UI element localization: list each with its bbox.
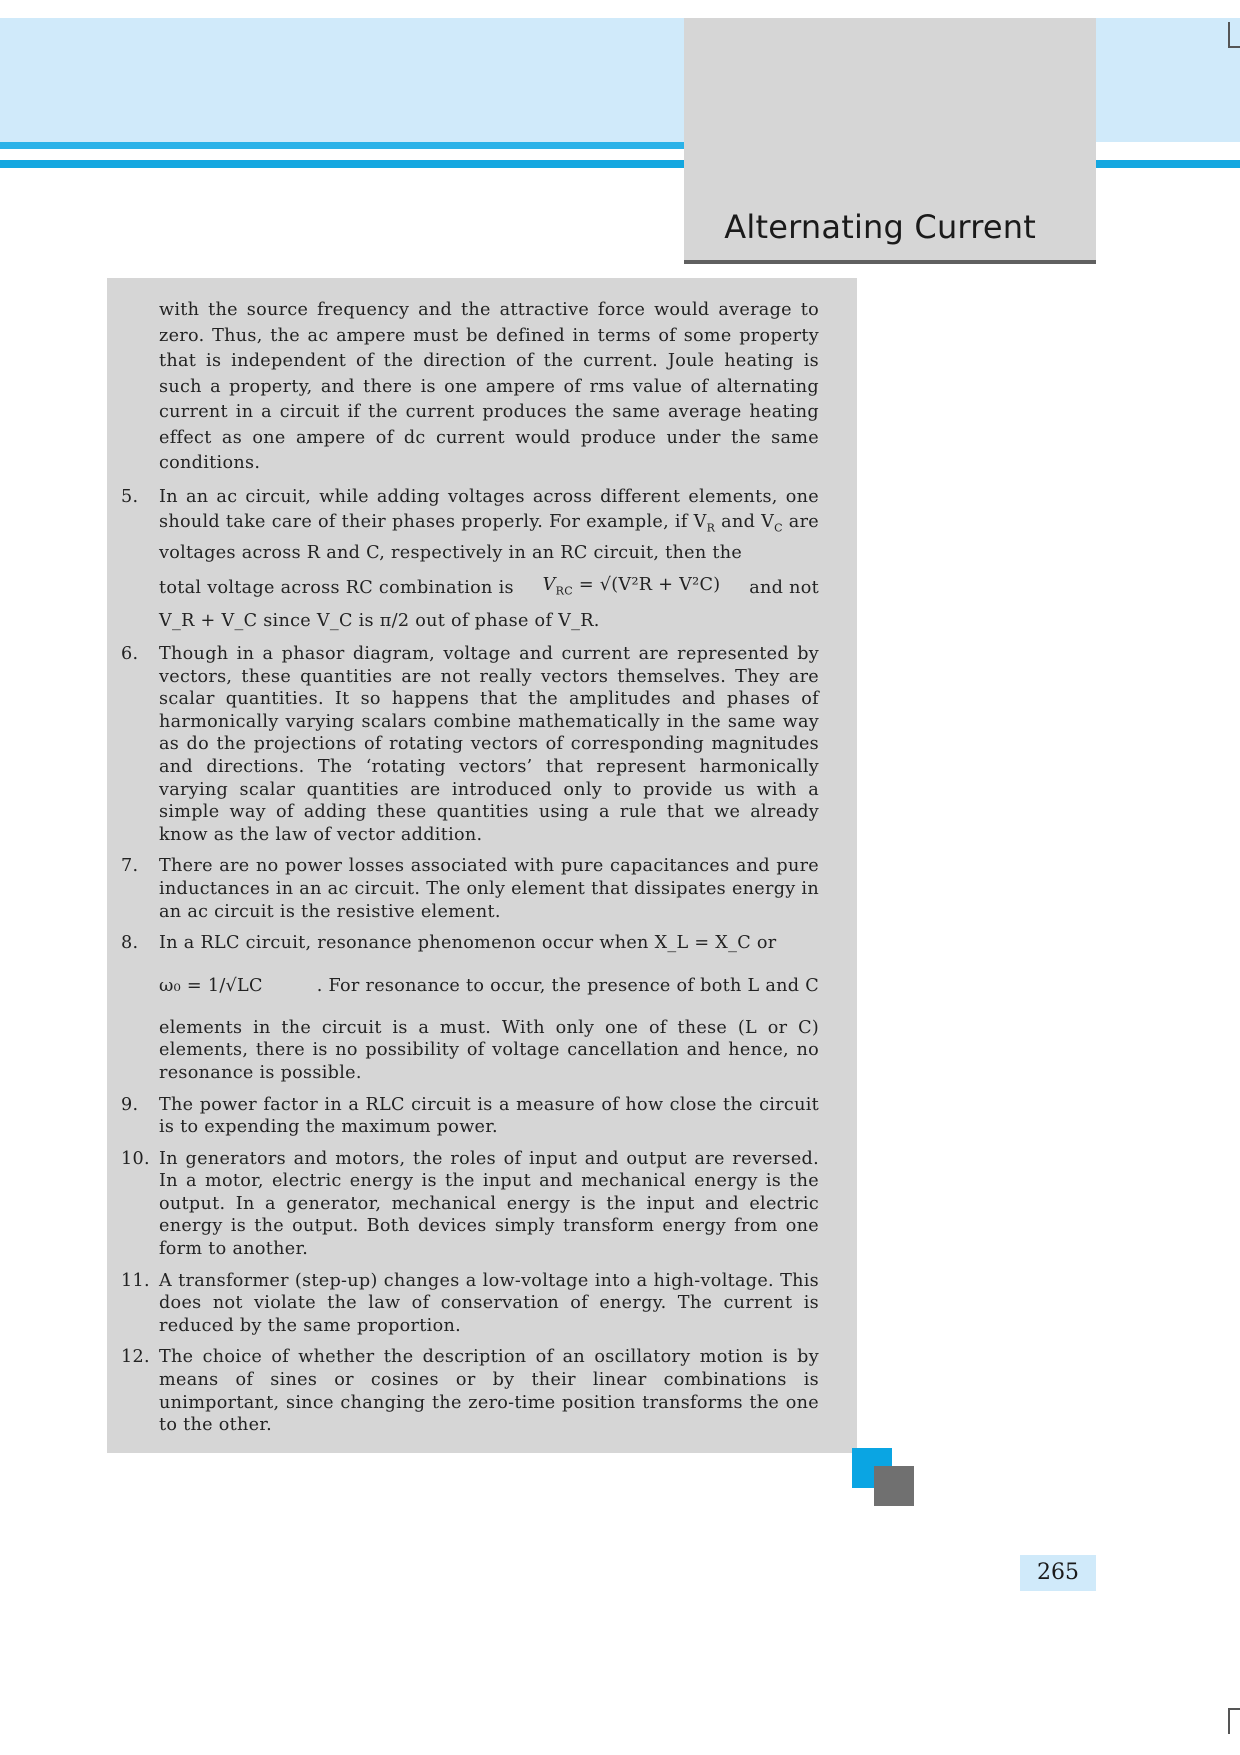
- item-5-text: In an ac circuit, while adding voltages across different elements, one should take care of their phases properly. For example, if $V_R$ and $V_C$ are voltages across R and C, respectively in an RC circuit, then the: [159, 486, 819, 564]
- item-number: 12.: [121, 1347, 150, 1368]
- item-11-text: A transformer (step-up) changes a low-voltage into a high-voltage. This does not violate the law of conservation of energy. The current is reduced by the same proportion.: [159, 1270, 819, 1336]
- item-number: 11.: [121, 1270, 150, 1291]
- list-item-7: [121, 855, 819, 923]
- decorative-gray-square: [874, 1466, 914, 1506]
- item-number: 9.: [121, 1094, 139, 1115]
- item-8-equation-line: [159, 961, 819, 1013]
- equation-trail-text: . For resonance to occur, the presence of both L and C: [316, 976, 819, 997]
- continuation-paragraph: with the source frequency and the attractive force would average to zero. Thus, the ac ampere must be defined in terms of some property that is independent of the direction of the current. Joule heating is such a property, and there is one ampere of rms value of alternating current in a circuit if the current produces the same average heating effect as one ampere of dc current would produce under the same conditions.: [159, 300, 819, 473]
- crop-mark-icon: [1228, 46, 1240, 48]
- list-item-9: [121, 1094, 819, 1139]
- list-item-11: [121, 1270, 819, 1338]
- crop-mark-icon: [1228, 1708, 1240, 1710]
- points-to-ponder-box: [107, 278, 857, 1453]
- item-10-text: In generators and motors, the roles of input and output are reversed. In a motor, electric energy is the input and mechanical energy is the output. In a generator, mechanical energy is the input and electric energy is the output. Both devices simply transform energy from one form to another.: [159, 1148, 819, 1260]
- vrc-equation: $V_{RC} = √(V^2R + V^2C)$: [542, 575, 721, 598]
- item-12-text: The choice of whether the description of an oscillatory motion is by means of sines or cosines or by their linear combinations is unimportant, since changing the zero-time position transforms the one to the other.: [159, 1347, 819, 1436]
- resonance-equation: ω₀ = 1/√LC: [159, 976, 263, 997]
- chapter-tab: [684, 18, 1096, 264]
- item-number: 8.: [121, 933, 139, 954]
- list-item-8: [121, 932, 819, 1084]
- item-number: 5.: [121, 486, 139, 507]
- item-8-text-b: elements in the circuit is a must. With only one of these (L or C) elements, there is no possibility of voltage cancellation and hence, no resonance is possible.: [159, 1017, 819, 1083]
- item-6-text: Though in a phasor diagram, voltage and current are represented by vectors, these quantities are not really vectors themselves. They are scalar quantities. It so happens that the amplitudes and phases of harmonically varying scalars combine mathematically in the same way as do the projections of rotating vectors of corresponding magnitudes and directions. The ‘rotating vectors’ that represent harmonically varying scalar quantities are introduced only to provide us with a simple way of adding these quantities using a rule that we already know as the law of vector addition.: [159, 644, 819, 845]
- item-7-text: There are no power losses associated with pure capacitances and pure inductances in an ac circuit. The only element that dissipates energy in an ac circuit is the resistive element.: [159, 856, 819, 922]
- page-number: 265: [1020, 1555, 1096, 1591]
- equation-trail-text: and not: [749, 577, 819, 598]
- chapter-title: Alternating Current: [724, 208, 1036, 246]
- item-number: 10.: [121, 1148, 150, 1169]
- list-item-5: [121, 485, 819, 635]
- item-8-text-a: In a RLC circuit, resonance phenomenon occur when X_L = X_C or: [159, 933, 777, 954]
- crop-mark-icon: [1228, 22, 1230, 46]
- item-5-tail: V_R + V_C since V_C is π/2 out of phase of V_R.: [159, 610, 600, 631]
- list-item-10: [121, 1148, 819, 1261]
- item-number: 7.: [121, 856, 139, 877]
- crop-mark-icon: [1228, 1710, 1230, 1734]
- equation-lead-text: total voltage across RC combination is: [159, 577, 514, 598]
- points-list: [121, 298, 819, 1446]
- header-rule-thin: [0, 142, 684, 149]
- list-item-12: [121, 1346, 819, 1436]
- item-9-text: The power factor in a RLC circuit is a measure of how close the circuit is to expending the maximum power.: [159, 1094, 819, 1138]
- list-item-6: [121, 643, 819, 846]
- item-5-equation-line: [159, 571, 819, 607]
- item-number: 6.: [121, 644, 139, 665]
